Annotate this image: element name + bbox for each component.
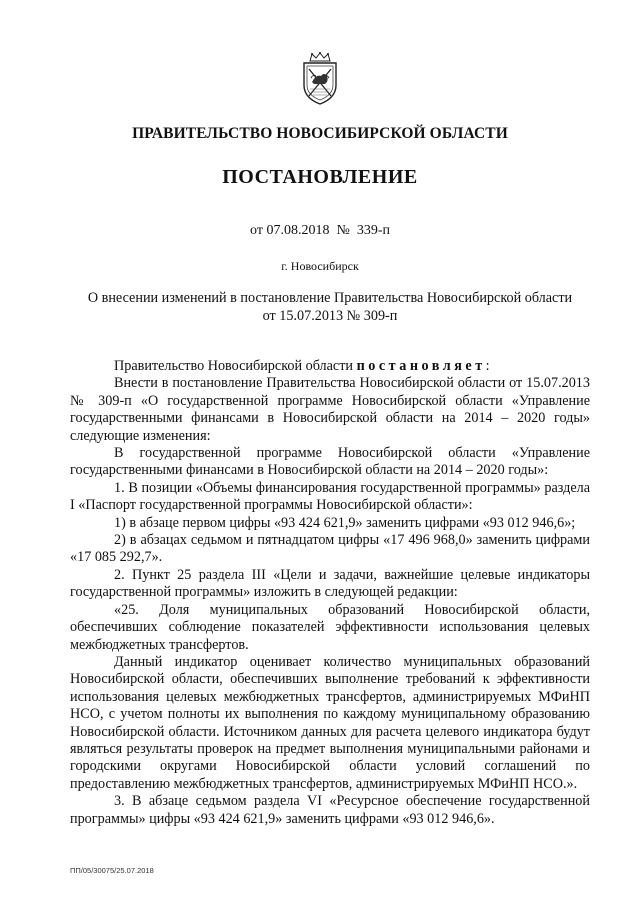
body-paragraph: Внести в постановление Правительства Новосибирской области от 15.07.2013 № 309-п «О государственной программе Новосибирской области «Управление государственными финансами в Новосибирской области на 2014 – 2020 годы» следующие изменения: — [70, 375, 590, 444]
document-date-line — [0, 223, 640, 239]
subject-line-2: от 15.07.2013 № 309-п — [262, 308, 398, 324]
body-paragraph: 2. Пункт 25 раздела III «Цели и задачи, важнейшие целевые индикаторы государственной программы» изложить в следующей редакции: — [70, 566, 590, 601]
body-paragraph: Данный индикатор оценивает количество муниципальных образований Новосибирской области, обеспечивших выполнение требований к эффективности использования целевых межбюджетных трансфертов, администрируемых МФиНП НСО, с учетом полноты их выполнения по каждому муниципальному образованию Новосибирской области. Источником данных для расчета целевого индикатора будут являться результаты проверок на предмет выполнения муниципальными районами и городскими округами Новосибирской области условий соглашений по предоставлению межбюджетных трансфертов, администрируемых МФиНП НСО.». — [70, 653, 590, 792]
document-date: 07.08.2018 — [266, 223, 330, 238]
number-sign: № — [336, 223, 350, 238]
organization-name: ПРАВИТЕЛЬСТВО НОВОСИБИРСКОЙ ОБЛАСТИ — [132, 125, 508, 142]
intro-end: : — [485, 358, 490, 374]
emblem-container — [0, 52, 640, 106]
body-paragraph: 1. В позиции «Объемы финансирования государственной программы» раздела I «Паспорт государственной программы Новосибирской области»: — [70, 479, 590, 514]
city-name: г. Новосибирск — [281, 259, 359, 273]
intro-paragraph — [70, 358, 590, 375]
document-type-title: ПОСТАНОВЛЕНИЕ — [222, 166, 418, 188]
footer-code: ПП/05/30075/25.07.2018 — [70, 866, 154, 875]
document-number: 339-п — [356, 223, 390, 238]
document-body — [70, 358, 590, 828]
body-paragraph: 2) в абзацах седьмом и пятнадцатом цифры «17 496 968,0» заменить цифрами «17 085 292,7». — [70, 532, 590, 566]
intro-text: Правительство Новосибирской области — [114, 358, 357, 374]
subject-line-1: О внесении изменений в постановление Правительства Новосибирской области — [87, 290, 573, 306]
body-paragraph: 3. В абзаце седьмом раздела VI «Ресурсное обеспечение государственной программы» цифры «93 424 621,9» заменить цифрами «93 012 946,6». — [70, 793, 590, 827]
body-paragraph: В государственной программе Новосибирской области «Управление государственными финансами в Новосибирской области на 2014 – 2020 годы»: — [70, 445, 590, 479]
document-subject — [60, 289, 600, 325]
coat-of-arms-icon — [298, 52, 342, 106]
decree-verb: постановляет — [356, 358, 486, 374]
body-paragraph: «25. Доля муниципальных образований Новосибирской области, обеспечивших соблюдение показателей эффективности использования целевых межбюджетных трансфертов. — [70, 601, 590, 653]
date-prefix: от — [250, 223, 263, 238]
body-paragraph: 1) в абзаце первом цифры «93 424 621,9» заменить цифрами «93 012 946,6»; — [114, 514, 576, 531]
